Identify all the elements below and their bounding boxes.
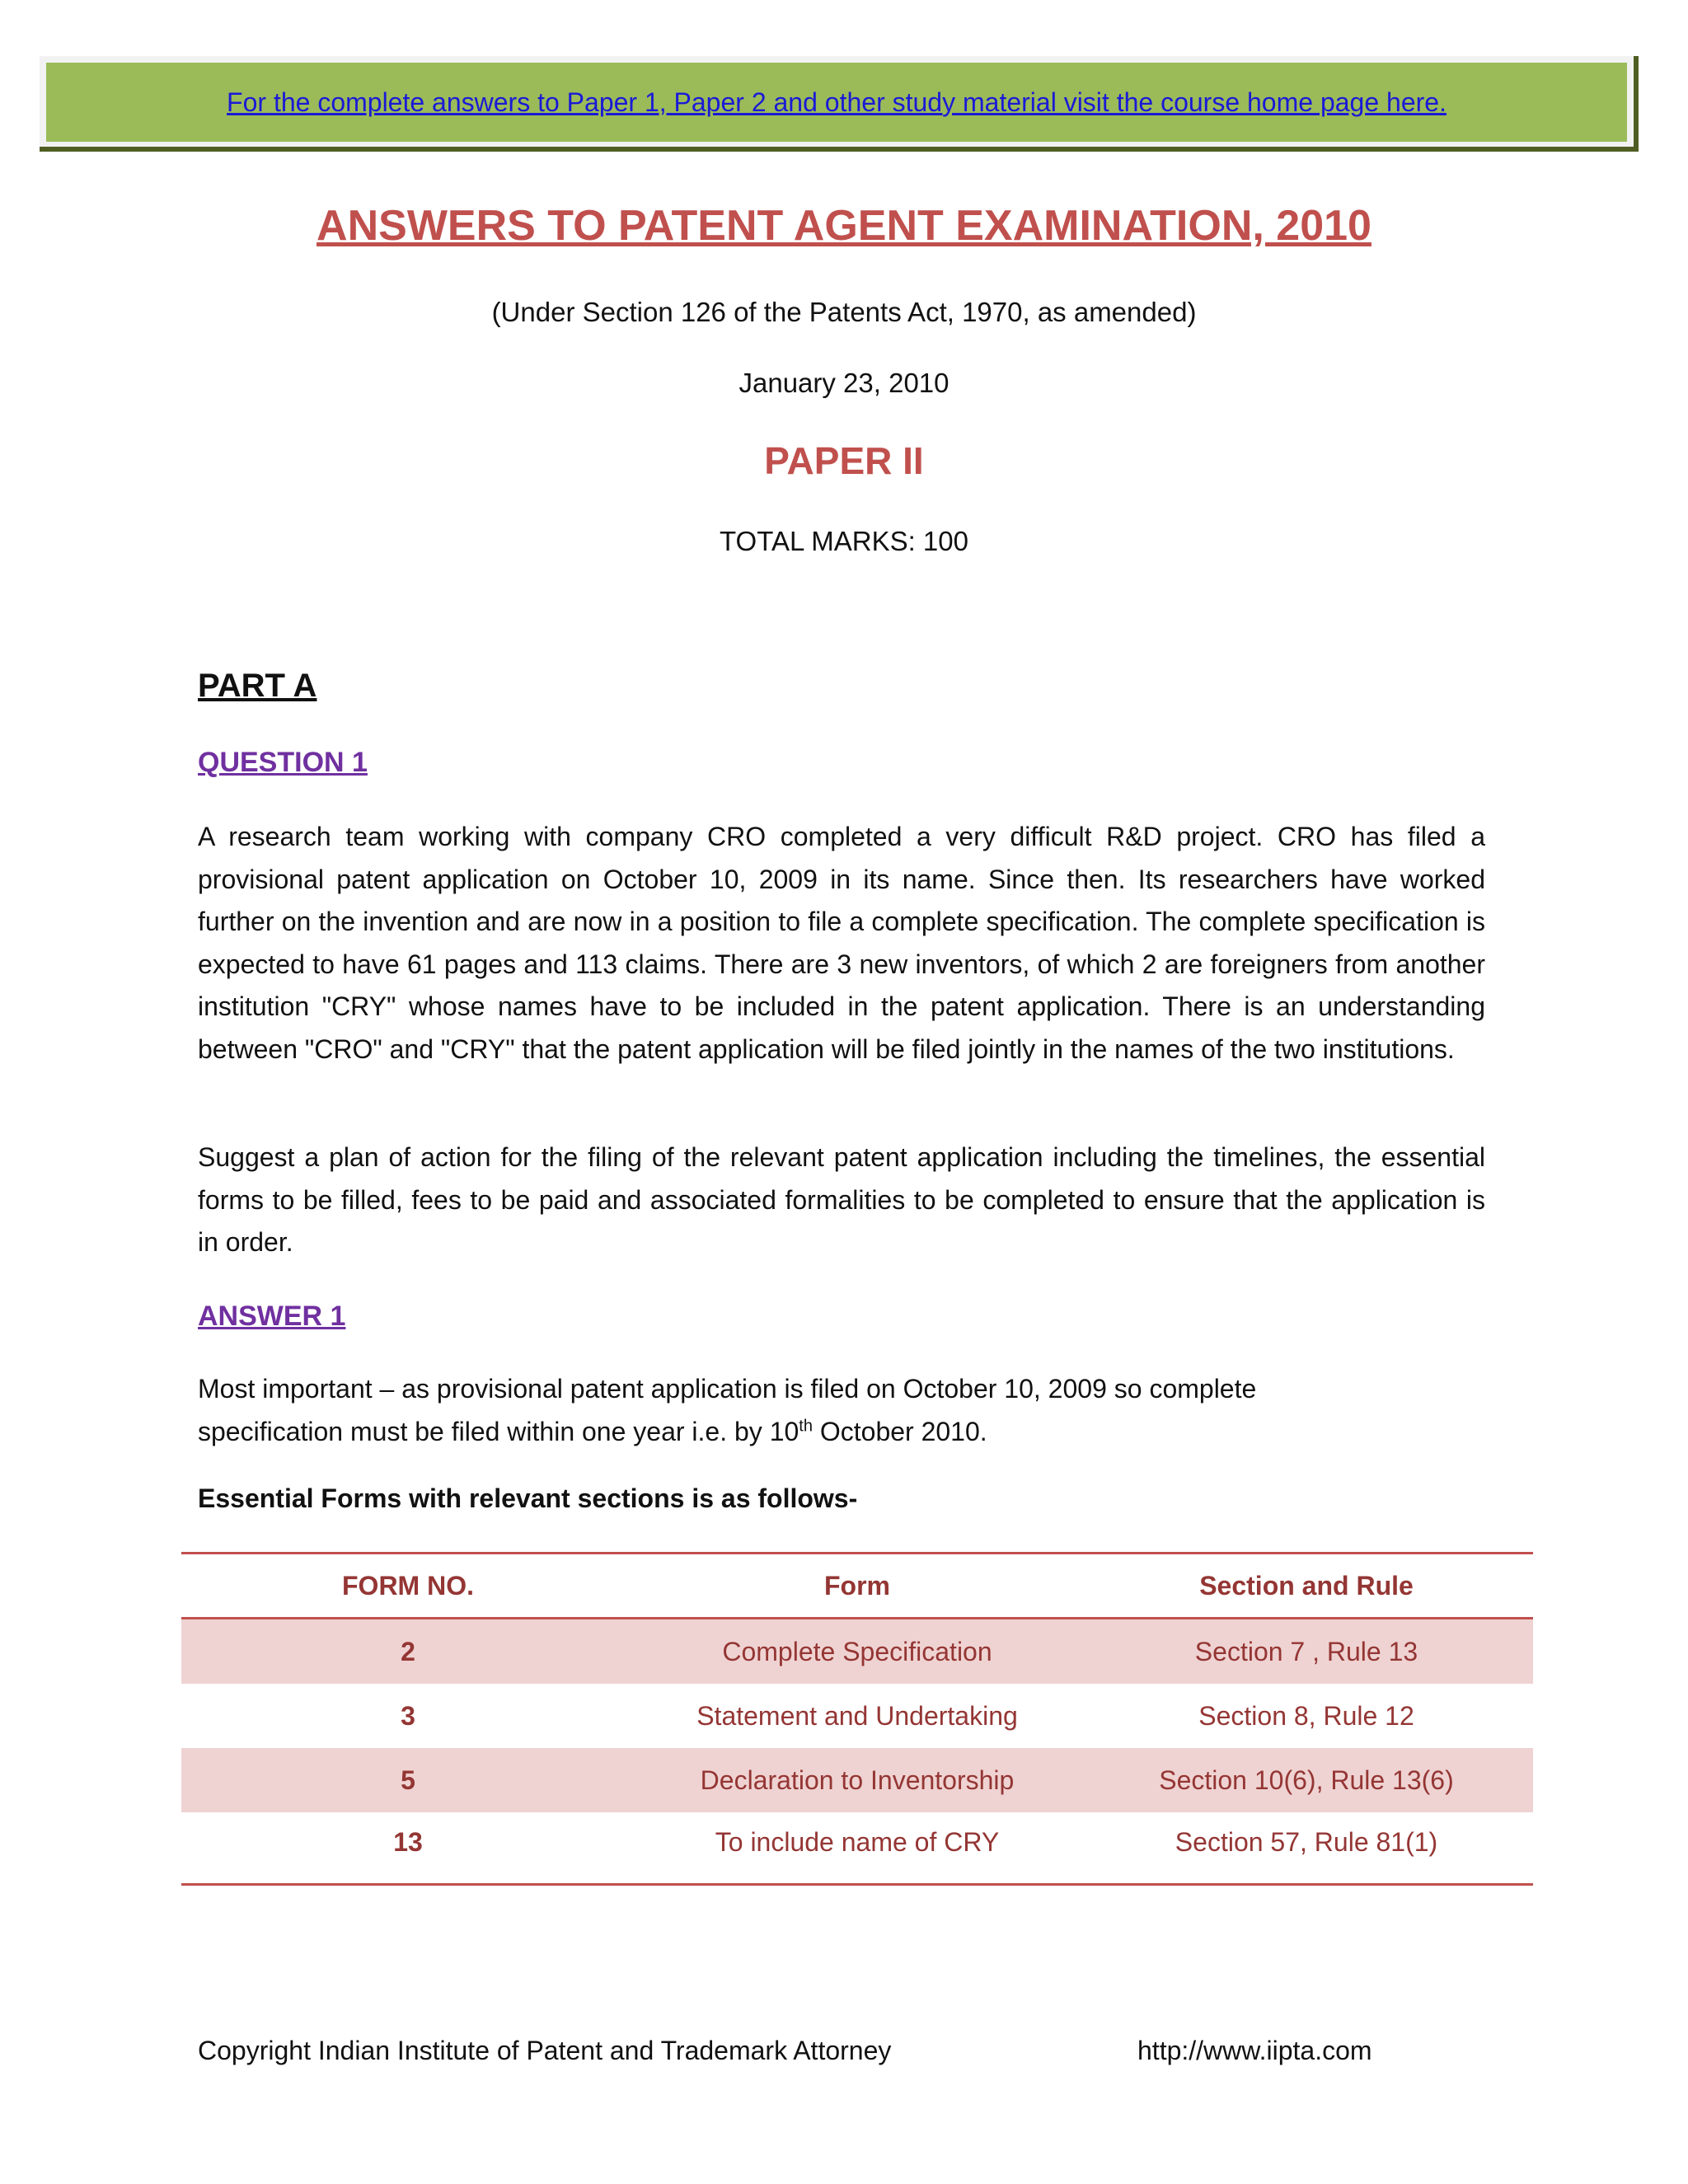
course-home-link[interactable]: For the complete answers to Paper 1, Paper 2 and other study material visit the course home page here. — [227, 87, 1447, 117]
answer-line-2-pre: specification must be filed within one year i.e. by 10 — [198, 1416, 799, 1446]
footer-url: http://www.iipta.com — [1137, 2036, 1372, 2065]
answer-line-2-sup: th — [799, 1416, 813, 1435]
total-marks: TOTAL MARKS: 100 — [720, 526, 968, 556]
forms-table — [181, 1552, 1533, 1886]
table-header-row — [181, 1554, 1533, 1619]
table-cell-form: Statement and Undertaking — [696, 1700, 1018, 1731]
question-paragraph-2: Suggest a plan of action for the filing of the relevant patent application including the timelines, the essential forms to be filled, fees to be paid and associated formalities to be completed to ensure that the application is in order. — [198, 1142, 1485, 1257]
exam-date: January 23, 2010 — [738, 368, 950, 398]
table-cell-section: Section 7 , Rule 13 — [1194, 1636, 1418, 1666]
answer-line-2-post: October 2010. — [812, 1416, 987, 1446]
table-row — [181, 1812, 1533, 1883]
table-row — [181, 1684, 1533, 1748]
table-row — [181, 1619, 1533, 1684]
page-title: ANSWERS TO PATENT AGENT EXAMINATION, 2010 — [316, 202, 1372, 250]
part-heading: PART A — [198, 668, 317, 704]
course-banner — [40, 56, 1639, 152]
table-header-cell: Form — [824, 1570, 890, 1601]
answer-line-1: Most important – as provisional patent application is filed on October 10, 2009 so complete — [198, 1374, 1257, 1404]
page-subtitle: (Under Section 126 of the Patents Act, 1970, as amended) — [491, 297, 1197, 327]
paper-label: PAPER II — [764, 439, 924, 482]
table-header-cell: Section and Rule — [1199, 1570, 1414, 1601]
answer-text — [198, 1368, 1485, 1453]
table-cell-section: Section 57, Rule 81(1) — [1175, 1827, 1438, 1857]
question-paragraph-1: A research team working with company CRO completed a very difficult R&D project. CRO has filed a provisional patent application on October 10, 2009 in its name. Since then. Its researchers have worked further on the invention and are now in a position to file a complete specification. The complete specification is expected to have 61 pages and 113 claims. There are 3 new inventors, of which 2 are foreigners from another institution "CRY" whose names have to be included in the patent application. There is an understanding between "CRO" and "CRY" that the patent application will be filed jointly in the names of the two institutions. — [198, 822, 1485, 1064]
table-cell-form-no: 3 — [401, 1700, 415, 1731]
table-row — [181, 1748, 1533, 1812]
table-cell-form-no: 13 — [393, 1827, 423, 1857]
table-cell-section: Section 10(6), Rule 13(6) — [1159, 1765, 1454, 1795]
answer-heading: ANSWER 1 — [198, 1301, 346, 1332]
table-cell-form-no: 2 — [401, 1636, 415, 1666]
table-cell-section: Section 8, Rule 12 — [1198, 1700, 1414, 1731]
question-heading: QUESTION 1 — [198, 747, 368, 778]
table-header-cell: FORM NO. — [342, 1570, 474, 1601]
table-cell-form: Complete Specification — [722, 1636, 992, 1666]
table-cell-form-no: 5 — [401, 1765, 415, 1795]
forms-heading: Essential Forms with relevant sections is as follows- — [198, 1483, 858, 1513]
footer-copyright: Copyright Indian Institute of Patent and Trademark Attorney — [198, 2036, 892, 2065]
course-banner-inner — [46, 63, 1627, 142]
table-cell-form: Declaration to Inventorship — [700, 1765, 1015, 1795]
answer-line-2 — [198, 1411, 1485, 1454]
table-cell-form: To include name of CRY — [715, 1827, 1000, 1857]
